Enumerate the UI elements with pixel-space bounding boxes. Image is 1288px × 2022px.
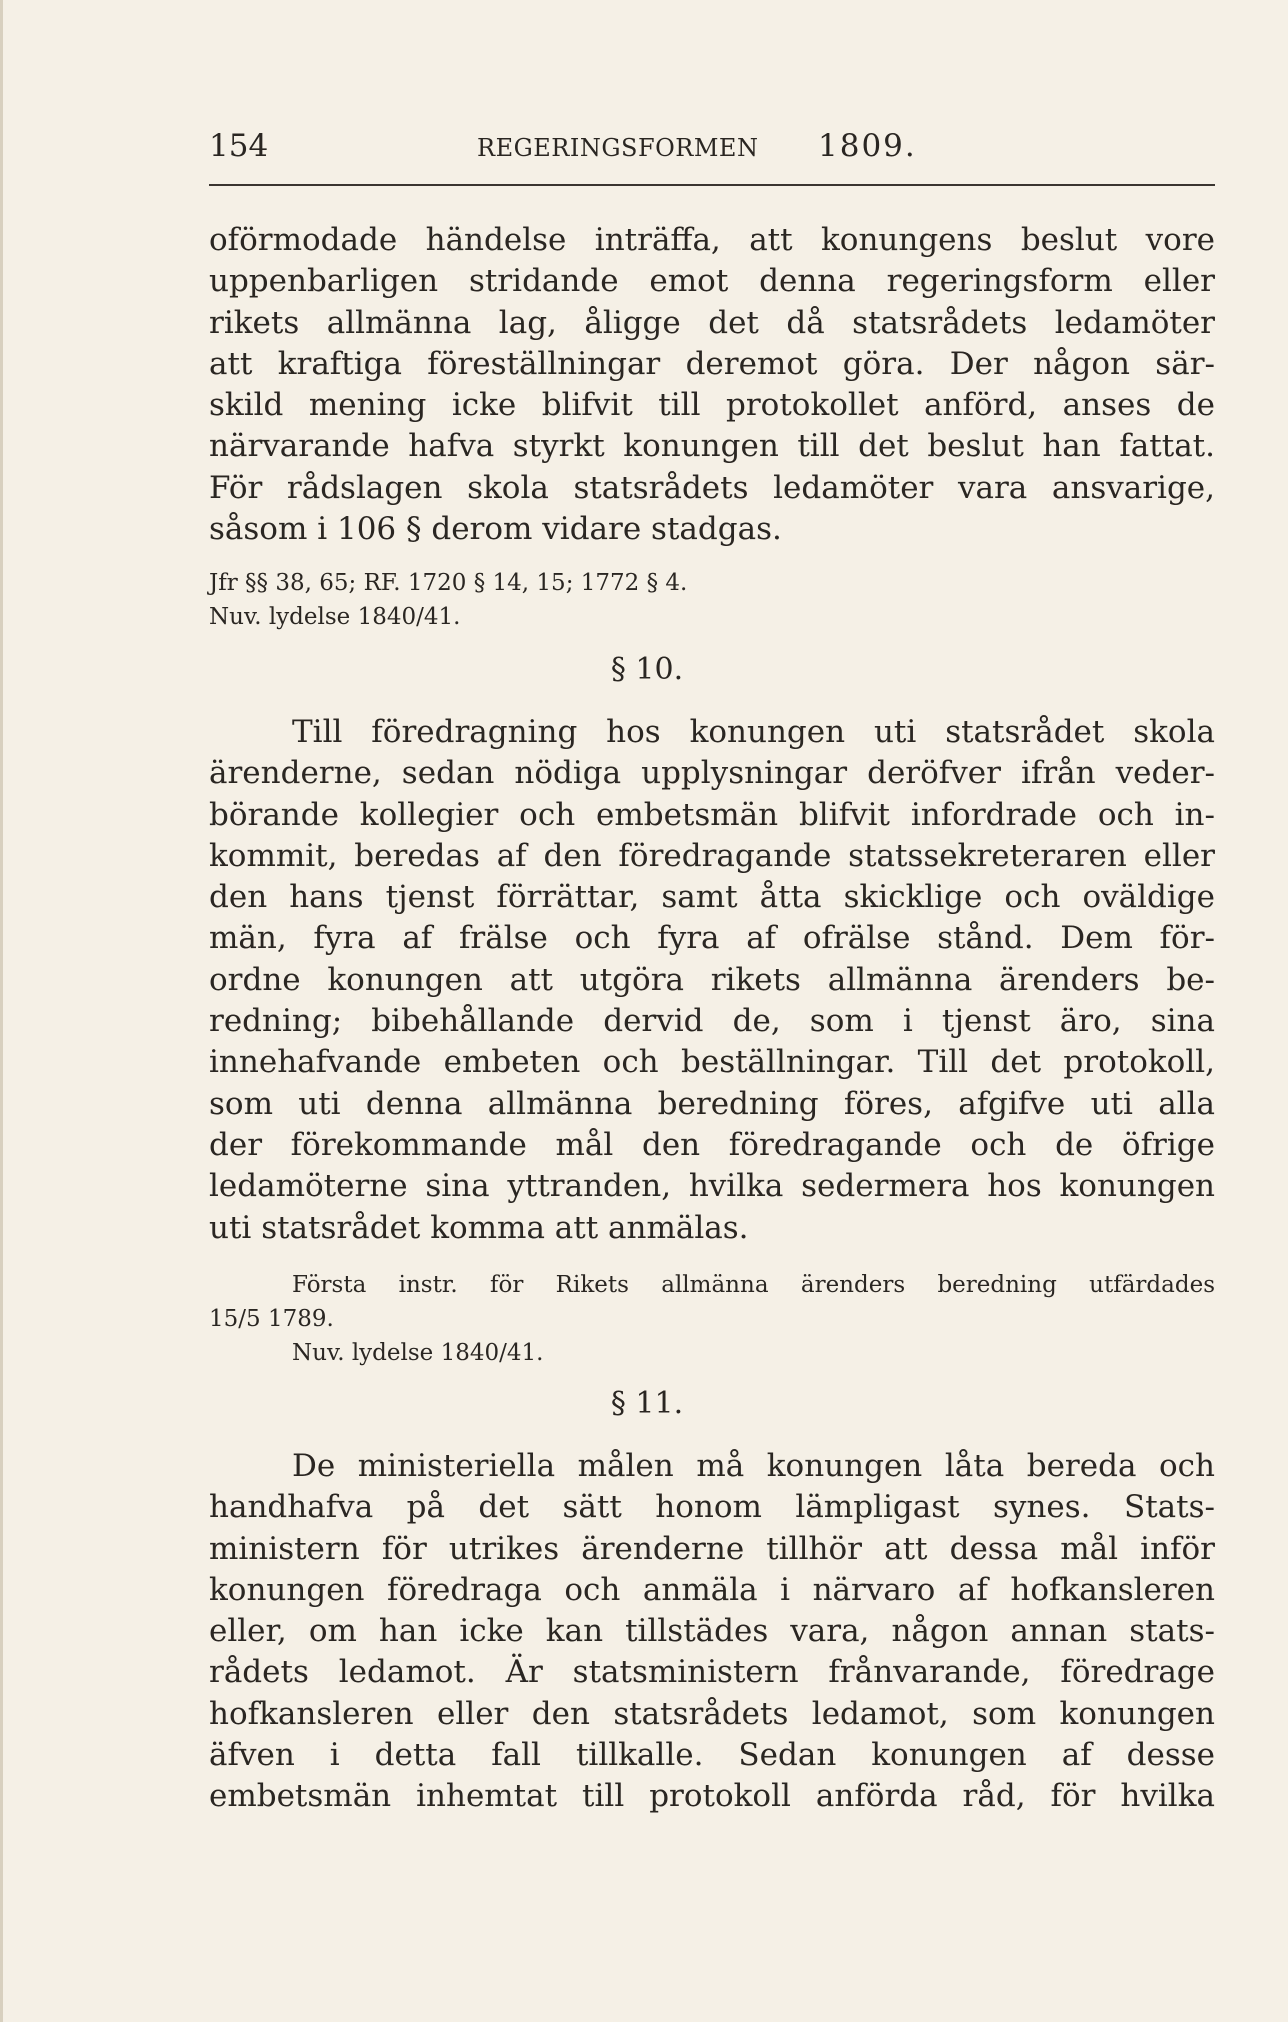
text-line: eller, om han icke kan tillstädes vara, någon annan stats- xyxy=(209,1613,1215,1650)
paragraph-section-9-end xyxy=(209,220,1215,550)
section-heading-10: § 10. xyxy=(610,652,684,687)
running-head: REGERINGSFORMEN xyxy=(477,134,759,162)
text-line: ärenderne, sedan nödiga upplysningar deröfver ifrån veder- xyxy=(209,755,1215,792)
note-line: Nuv. lydelse 1840/41. xyxy=(209,604,461,630)
text-line: rådets ledamot. Är statsministern frånvarande, föredrage xyxy=(209,1654,1215,1691)
text-line: oförmodade händelse inträffa, att konungens beslut vore xyxy=(209,222,1215,258)
text-line: rikets allmänna lag, åligge det då statsrådets ledamöter xyxy=(209,304,1215,341)
text-line: ministern för utrikes ärenderne tillhör att dessa mål inför xyxy=(209,1530,1215,1567)
text-line: såsom i 106 § derom vidare stadgas. xyxy=(209,511,782,548)
text-line: ledamöterne sina yttranden, hvilka sedermera hos konungen xyxy=(209,1168,1215,1205)
text-line: För rådslagen skola statsrådets ledamöter vara ansvarige, xyxy=(209,469,1215,506)
note-line: Första instr. för Rikets allmänna ärenders beredning utfärdades xyxy=(292,1272,1215,1298)
text-line: som uti denna allmänna beredning föres, afgifve uti alla xyxy=(209,1085,1215,1122)
text-line: uppenbarligen stridande emot denna regeringsform eller xyxy=(209,263,1215,300)
note-line: 15/5 1789. xyxy=(209,1306,334,1332)
text-line: kommit, beredas af den föredragande statssekreteraren eller xyxy=(209,837,1215,874)
text-line: konungen föredraga och anmäla i närvaro af hofkansleren xyxy=(209,1571,1215,1608)
text-line: hofkansleren eller den statsrådets ledamot, som konungen xyxy=(209,1695,1215,1732)
text-line: ordne konungen att utgöra rikets allmänna ärenders be- xyxy=(209,961,1215,998)
note-line: Nuv. lydelse 1840/41. xyxy=(292,1340,544,1366)
text-line: börande kollegier och embetsmän blifvit infordrade och in- xyxy=(209,796,1215,833)
text-line: uti statsrådet komma att anmälas. xyxy=(209,1209,749,1246)
text-line: handhafva på det sätt honom lämpligast synes. Stats- xyxy=(209,1489,1215,1526)
paragraph-section-11 xyxy=(209,1446,1215,1818)
text-line: äfven i detta fall tillkalle. Sedan konungen af desse xyxy=(209,1737,1215,1774)
text-line: män, fyra af frälse och fyra af ofrälse stånd. Dem för- xyxy=(209,920,1215,957)
note-line: Jfr §§ 38, 65; RF. 1720 § 14, 15; 1772 § 4. xyxy=(209,570,688,596)
section-heading-11: § 11. xyxy=(610,1386,684,1421)
text-line: den hans tjenst förrättar, samt åtta skicklige och oväldige xyxy=(209,879,1215,916)
text-line: att kraftiga föreställningar deremot göra. Der någon sär- xyxy=(209,345,1215,382)
text-line: innehafvande embeten och beställningar. Till det protokoll, xyxy=(209,1044,1215,1081)
text-line: De ministeriella målen må konungen låta bereda och xyxy=(292,1448,1215,1484)
text-line: skild mening icke blifvit till protokollet anförd, anses de xyxy=(209,387,1215,424)
running-head-year: 1809. xyxy=(818,128,917,164)
text-line: närvarande hafva styrkt konungen till det beslut han fattat. xyxy=(209,428,1215,465)
text-line: der förekommande mål den föredragande och de öfrige xyxy=(209,1126,1215,1163)
text-line: redning; bibehållande dervid de, som i tjenst äro, sina xyxy=(209,1003,1215,1040)
page-header xyxy=(209,128,1215,172)
text-line: embetsmän inhemtat till protokoll anförda råd, för hvilka xyxy=(209,1778,1215,1815)
page-number: 154 xyxy=(209,128,269,164)
paragraph-section-10 xyxy=(209,712,1215,1249)
footnote-section-9 xyxy=(209,566,1215,634)
header-rule xyxy=(209,184,1215,186)
footnote-section-10 xyxy=(209,1268,1215,1370)
text-line: Till föredragning hos konungen uti statsrådet skola xyxy=(292,714,1215,750)
